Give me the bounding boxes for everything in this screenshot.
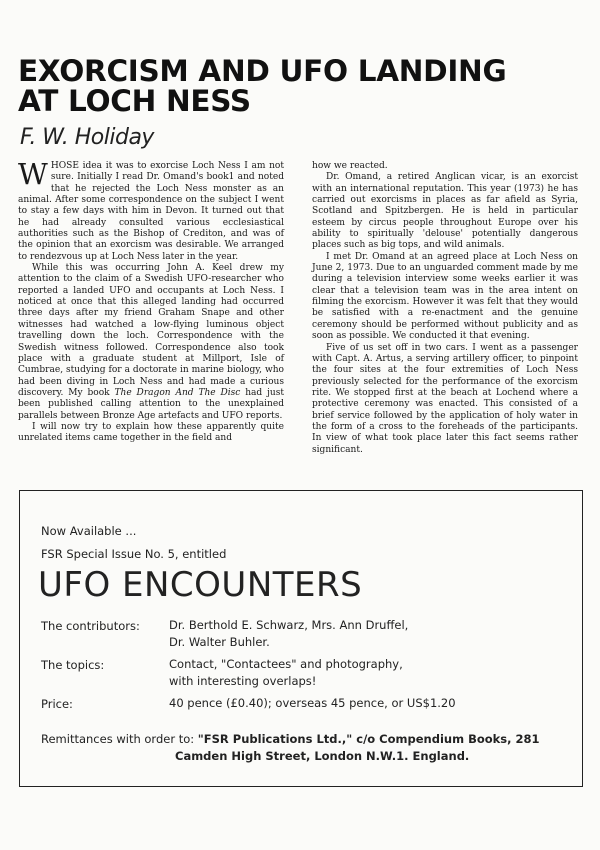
- first-word: HOSE: [50, 161, 79, 171]
- contributors-line-2: Dr. Walter Buhler.: [169, 635, 270, 649]
- paragraph-4: how we reacted.: [312, 161, 388, 171]
- paragraph-1: [18, 157, 284, 263]
- article-column-left: [18, 157, 284, 445]
- topics-line-1: Contact, "Contactees" and photography,: [169, 657, 403, 671]
- topics-line-2: with interesting overlaps!: [169, 674, 317, 688]
- article-title: [18, 56, 588, 116]
- ad-now-available: Now Available ...: [41, 524, 137, 538]
- title-line-2: AT LOCH NESS: [18, 84, 251, 118]
- contributors-line-1: Dr. Berthold E. Schwarz, Mrs. Ann Druffel,: [169, 618, 409, 632]
- paragraph-2: [18, 263, 284, 422]
- article-author: F. W. Holiday: [20, 125, 154, 150]
- paragraph-2-text: While this was occurring John A. Keel drew my attention to the claim of a Swedish UFO-researcher who reported a landed UFO and occupants at Loch Ness. I noticed at once that this alleged landing had occurred three days after my friend Graham Snape and other witnesses had watched a low-flying luminous object travelling down the loch. Correspondence with the Swedish witness followed. Correspondence also took place with a graduate student at Millport, Isle of Cumbrae, studying for a doctorate in marine biology, who had been diving in Loch Ness and had made a curious discovery. My book: [18, 263, 284, 398]
- topics-value: [169, 656, 403, 690]
- remittance-info: [41, 731, 540, 765]
- drop-cap: W: [18, 157, 48, 191]
- contributors-value: [169, 617, 408, 651]
- paragraph-3: I will now try to explain how these apparently quite unrelated items came together in the field and: [18, 421, 284, 444]
- paragraph-7: Five of us set off in two cars. I went as a passenger with Capt. A. Artus, a serving artillery officer, to pinpoint the four sites at the four extremities of Loch Ness previously selected for the performance of the exorcism rite. We stopped first at the beach at Lochend where a protective ceremony was enacted. This consisted of a brief service followed by the application of holy water in the form of a cross to the foreheads of the participants. In view of what took place later this fact seems rather significant.: [312, 342, 578, 455]
- remit-address-1: "FSR Publications Ltd.," c/o Compendium Books, 281: [197, 732, 540, 746]
- book-title: The Dragon And The Disc: [114, 387, 241, 398]
- paragraph-5: Dr. Omand, a retired Anglican vicar, is an exorcist with an international reputation. This year (1973) he has carried out exorcisms in places as far afield as Syria, Scotland and Spitzbergen. He is held in particular esteem by circus people throughout Europe over his ability to spiritually 'delouse' potentially dangerous places such as big tops, and wild animals.: [312, 172, 578, 251]
- contributors-label: The contributors:: [41, 619, 140, 633]
- paragraph-1-text: idea it was to exorcise Loch Ness I am not sure. Initially I read Dr. Omand's book1 and noted that he rejected the Loch Ness monster as an animal. After some correspondence on the subject I went to stay a few days with him in Devon. It turned out that he had already consulted various ecclesiastical authorities such as the Bishop of Crediton, and was of the opinion that an exorcism was desirable. We arranged to rendezvous up at Loch Ness later in the year.: [18, 161, 284, 262]
- title-line-1: EXORCISM AND UFO LANDING: [18, 54, 507, 88]
- article-column-right: [312, 161, 578, 456]
- paragraph-2-tail: had just been published calling attention to the unexplained parallels between Bronze Age artefacts and UFO reports.: [18, 387, 284, 421]
- price-value: 40 pence (£0.40); overseas 45 pence, or US$1.20: [169, 696, 456, 710]
- paragraph-6: I met Dr. Omand at an agreed place at Loch Ness on June 2, 1973. Due to an unguarded comment made by me during a television interview some weeks earlier it was clear that a television team was in the area intent on filming the exorcism. However it was felt that they would be satisfied with a re-enactment and the genuine ceremony should be performed without publicity and as soon as possible. We conducted it that evening.: [312, 251, 578, 342]
- topics-label: The topics:: [41, 658, 105, 672]
- ad-headline: UFO ENCOUNTERS: [38, 565, 363, 605]
- remit-prefix: Remittances with order to:: [41, 732, 198, 746]
- price-label: Price:: [41, 697, 73, 711]
- remit-address-2: Camden High Street, London N.W.1. England.: [175, 749, 470, 763]
- ad-special-issue: FSR Special Issue No. 5, entitled: [41, 547, 227, 561]
- advertisement-box: [19, 490, 583, 787]
